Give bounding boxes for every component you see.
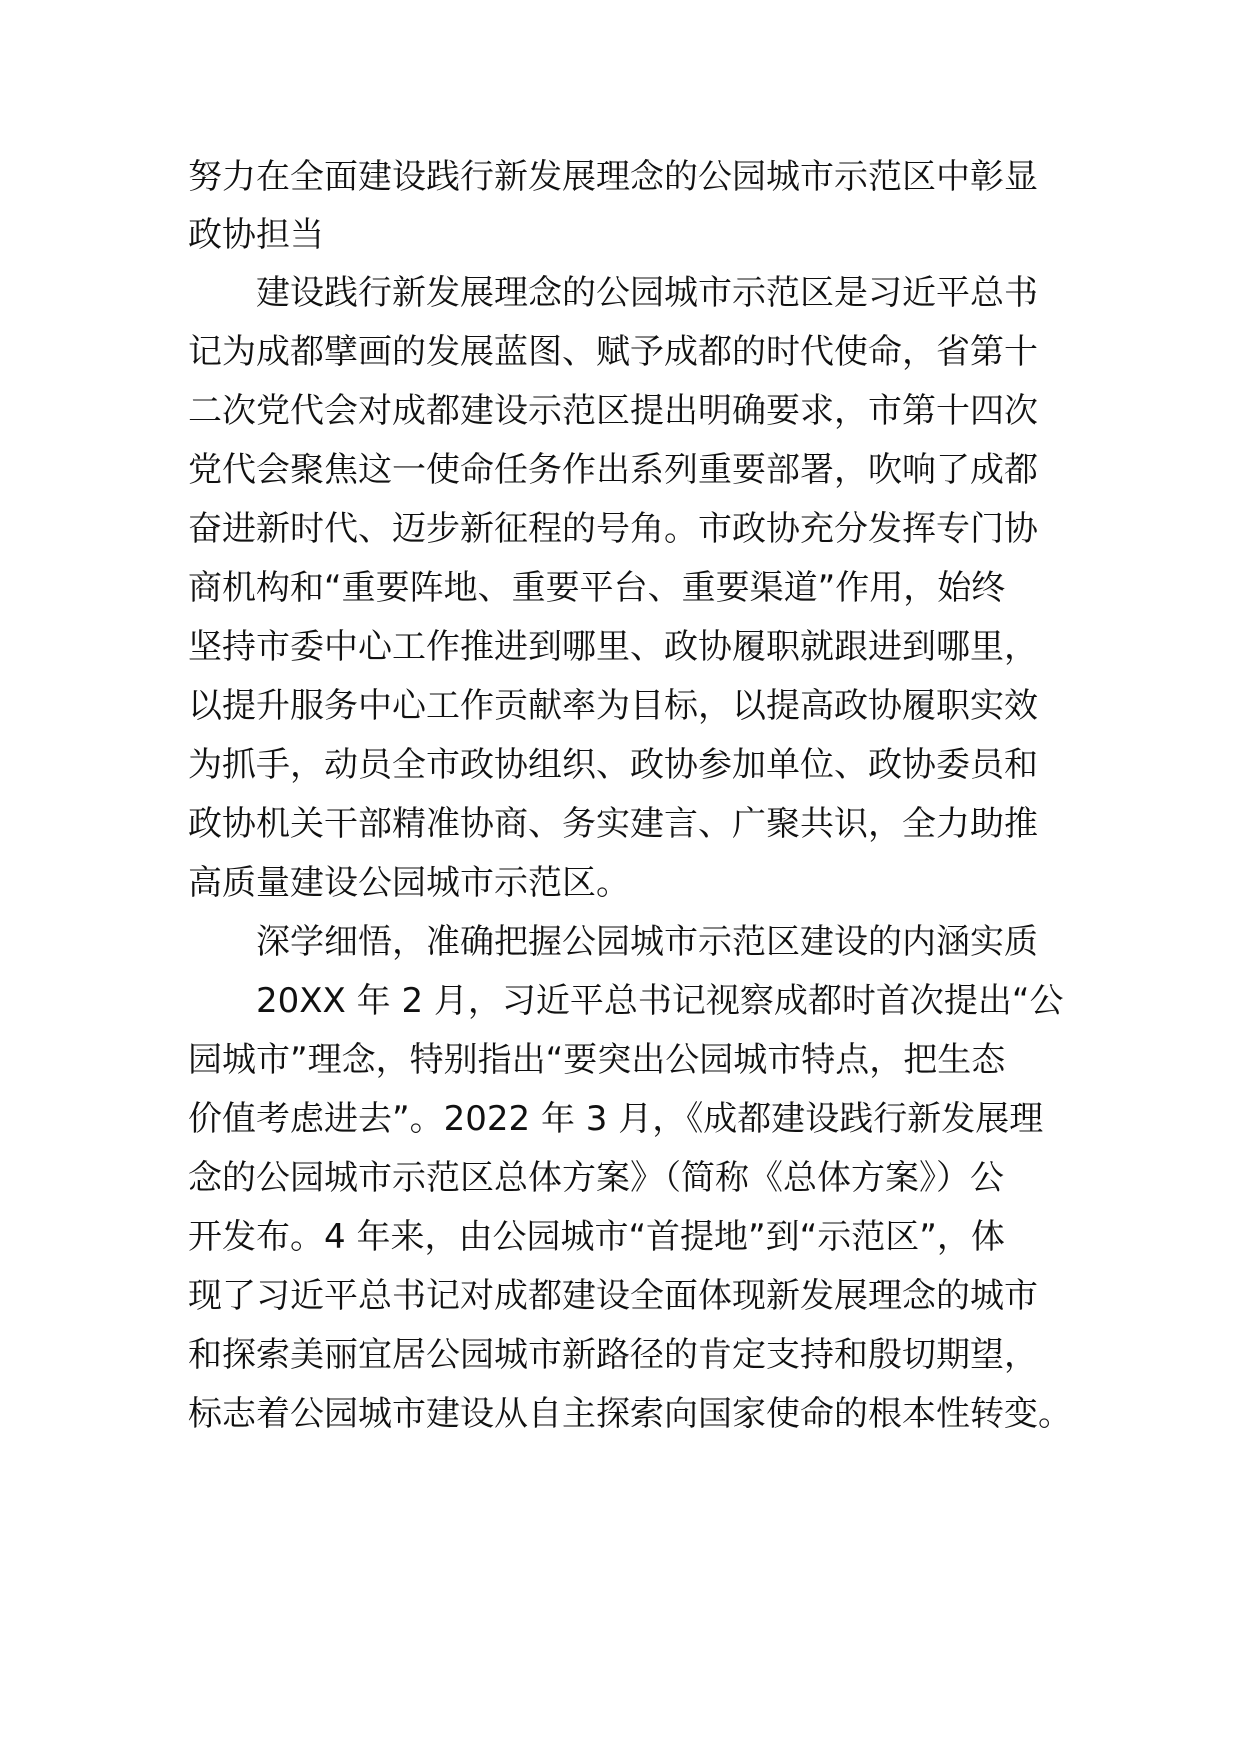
paragraph1-line-9: 为抓手，动员全市政协组织、政协参加单位、政协委员和 (188, 745, 1038, 785)
paragraph1-line-3: 二次党代会对成都建设示范区提出明确要求，市第十四次 (188, 391, 1038, 431)
paragraph1-line-7: 坚持市委中心工作推进到哪里、政协履职就跟进到哪里， (188, 627, 1038, 667)
paragraph2-line-6: 现了习近平总书记对成都建设全面体现新发展理念的城市 (188, 1276, 1038, 1316)
title-line-2: 政协担当 (188, 215, 324, 255)
paragraph2-line-5: 开发布。4 年来，由公园城市“首提地”到“示范区”，体 (188, 1217, 1005, 1257)
paragraph2-line-8: 标志着公园城市建设从自主探索向国家使命的根本性转变。 (188, 1394, 1072, 1434)
paragraph1-line-1: 建设践行新发展理念的公园城市示范区是习近平总书 (256, 273, 1038, 313)
paragraph2-line-1: 20XX 年 2 月，习近平总书记视察成都时首次提出“公 (256, 981, 1064, 1021)
paragraph2-line-4: 念的公园城市示范区总体方案》（简称《总体方案》）公 (188, 1158, 1004, 1198)
paragraph1-line-10: 政协机关干部精准协商、务实建言、广聚共识，全力助推 (188, 804, 1038, 844)
paragraph2-line-2: 园城市”理念，特别指出“要突出公园城市特点，把生态 (188, 1040, 1006, 1080)
paragraph2-line-7: 和探索美丽宜居公园城市新路径的肯定支持和殷切期望， (188, 1335, 1038, 1375)
title-line-1: 努力在全面建设践行新发展理念的公园城市示范区中彰显 (188, 157, 1038, 197)
paragraph1-line-11: 高质量建设公园城市示范区。 (188, 863, 630, 903)
paragraph1-line-5: 奋进新时代、迈步新征程的号角。市政协充分发挥专门协 (188, 509, 1038, 549)
paragraph1-line-6: 商机构和“重要阵地、重要平台、重要渠道”作用，始终 (188, 568, 1006, 608)
paragraph1-line-4: 党代会聚焦这一使命任务作出系列重要部署，吹响了成都 (188, 450, 1038, 490)
paragraph2-line-3: 价值考虑进去”。2022 年 3 月，《成都建设践行新发展理 (188, 1099, 1044, 1139)
section-heading: 深学细悟，准确把握公园城市示范区建设的内涵实质 (256, 922, 1038, 962)
paragraph1-line-8: 以提升服务中心工作贡献率为目标，以提高政协履职实效 (188, 686, 1038, 726)
paragraph1-line-2: 记为成都擘画的发展蓝图、赋予成都的时代使命，省第十 (188, 332, 1038, 372)
